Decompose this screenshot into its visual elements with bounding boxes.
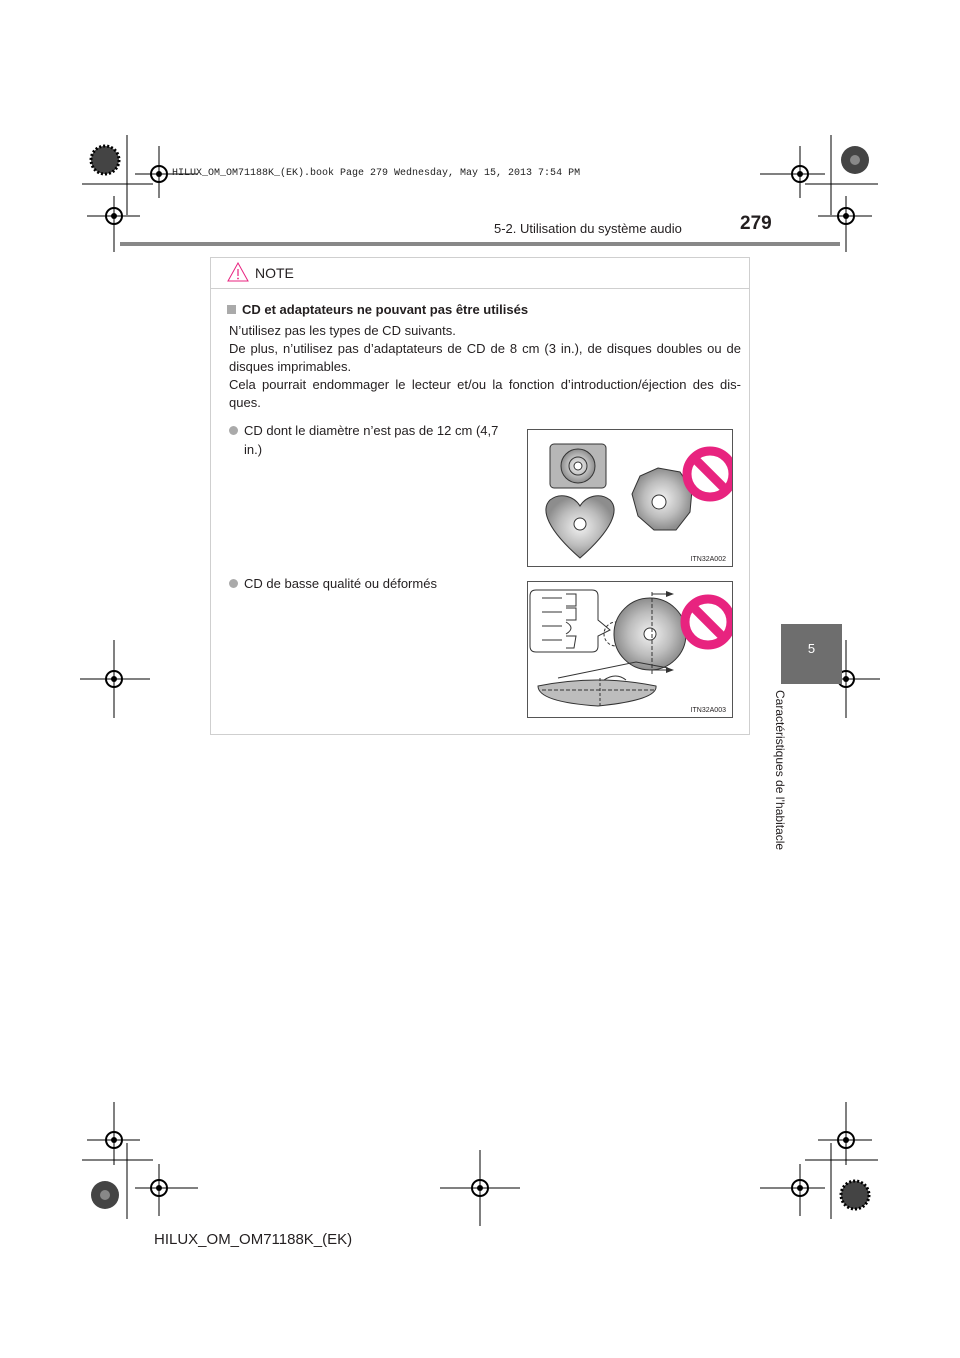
figure-odd-shaped-cds (527, 429, 733, 567)
note-paragraph: Cela pourrait endommager le lecteur et/ou la fonction d’introduction/éjection des dis-ques. (229, 377, 741, 410)
chapter-tab: 5 (781, 624, 842, 684)
section-title: 5-2. Utilisation du système audio (494, 221, 682, 236)
header-rule (120, 242, 840, 246)
note-title: NOTE (255, 265, 294, 281)
chapter-label: Caractéristiques de l’habitacle (773, 690, 787, 851)
bullet-dot-icon (229, 579, 238, 588)
figure-code: ITN32A002 (690, 556, 726, 563)
odd-shaped-cd-illustration (528, 430, 732, 566)
note-paragraph: N’utilisez pas les types de CD suivants. (229, 323, 456, 338)
bullet-item: CD dont le diamètre n’est pas de 12 cm (4,7 in.) (229, 421, 519, 459)
square-bullet-icon (227, 305, 236, 314)
footer-doc-code: HILUX_OM_OM71188K_(EK) (154, 1231, 353, 1248)
warning-triangle-icon (227, 262, 249, 282)
bullet-item: CD de basse qualité ou déformés (229, 574, 519, 593)
note-paragraph: De plus, n’utilisez pas d’adaptateurs de CD de 8 cm (3 in.), de disques doubles ou de disques imprimables. (229, 341, 741, 374)
note-header (211, 258, 749, 289)
note-subheading: CD et adaptateurs ne pouvant pas être utilisés (227, 302, 528, 317)
bullet-dot-icon (229, 426, 238, 435)
note-box (210, 257, 750, 735)
print-info: HILUX_OM_OM71188K_(EK).book Page 279 Wednesday, May 15, 2013 7:54 PM (172, 168, 581, 179)
damaged-cd-illustration (528, 582, 732, 717)
note-body (229, 322, 741, 412)
page-number: 279 (740, 213, 772, 234)
figure-code: ITN32A003 (690, 707, 726, 714)
figure-damaged-cds (527, 581, 733, 718)
